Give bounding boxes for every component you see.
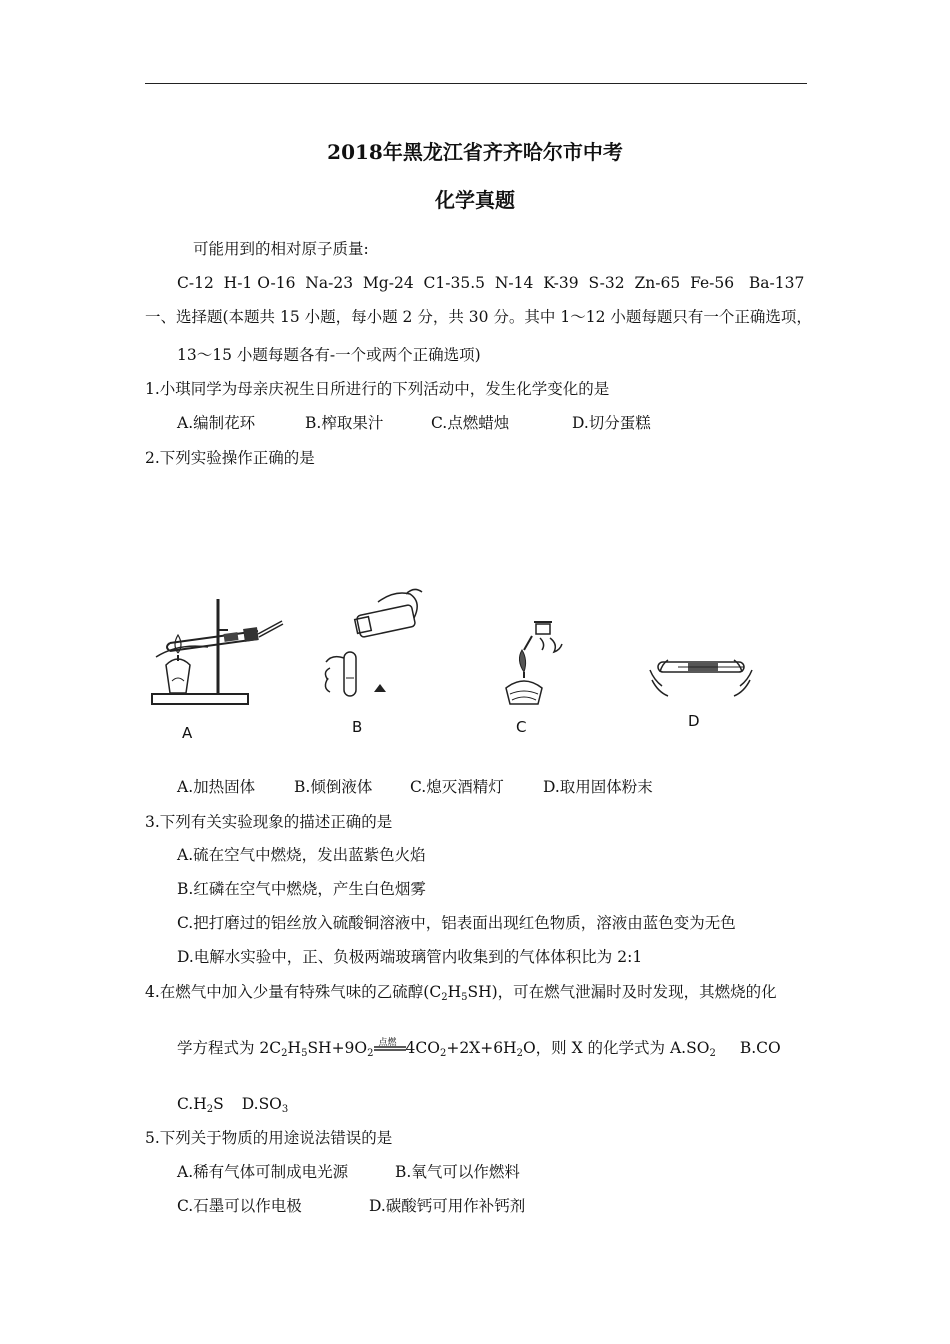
reaction-condition: 点燃 — [378, 1038, 397, 1048]
section-heading: 一、选择题(本题共 15 小题，每小题 2 分，共 30 分。其中 1～12 小题每题只有一个正确选项， — [145, 308, 812, 326]
section-heading-cont: 13～15 小题每题各有-一个或两个正确选项) — [177, 346, 481, 364]
q5-option-d: D.碳酸钙可用作补钙剂 — [369, 1197, 526, 1215]
q2-stem: 2.下列实验操作正确的是 — [145, 449, 315, 467]
q4-option-b: B.CO — [739, 1039, 781, 1057]
q5-option-b: B.氧气可以作燃料 — [395, 1163, 520, 1181]
atomic-mass-values: C-12 H-1 O-16 Na-23 Mg-24 C1-35.5 N-14 K-39 S-32 Zn-65 Fe-56 Ba-137 — [177, 274, 805, 292]
top-rule — [145, 83, 807, 84]
atomic-mass-label: 可能用到的相对原子质量: — [193, 240, 369, 258]
q3-option-a: A.硫在空气中燃烧，发出蓝紫色火焰 — [177, 846, 426, 864]
figure-label-d: D — [688, 712, 700, 730]
q1-option-d: D.切分蛋糕 — [572, 414, 651, 432]
q5-option-c: C.石墨可以作电极 — [177, 1197, 302, 1215]
q1-stem: 1.小琪同学为母亲庆祝生日所进行的下列活动中，发生化学变化的是 — [145, 380, 610, 398]
q4-options-cd — [177, 1094, 288, 1114]
q5-options-ab — [177, 1162, 520, 1182]
q1-option-c: C.点燃蜡烛 — [431, 414, 510, 432]
q3-stem: 3.下列有关实验现象的描述正确的是 — [145, 813, 393, 831]
q2-option-a: A.加热固体 — [177, 778, 256, 796]
figure-label-a: A — [182, 724, 193, 742]
figure-label-b: B — [352, 718, 363, 736]
q1-option-a: A.编制花环 — [177, 414, 256, 432]
figure-pouring-liquid — [318, 588, 428, 703]
q3-option-c: C.把打磨过的铝丝放入硫酸铜溶液中，铝表面出现红色物质，溶液由蓝色变为无色 — [177, 914, 736, 932]
q1-options — [177, 413, 651, 433]
q2-option-c: C.熄灭酒精灯 — [410, 778, 504, 796]
figure-label-c: C — [516, 718, 527, 736]
q4-option-d: $D.SO_3$ — [241, 1095, 289, 1115]
figure-solid-powder — [648, 650, 754, 706]
q5-options-cd — [177, 1196, 525, 1216]
figure-heating-solid — [148, 595, 288, 710]
q1-option-b: B.榨取果汁 — [305, 414, 384, 432]
page-title: 2018年黑龙江省齐齐哈尔市中考 — [327, 140, 623, 164]
figure-extinguish-lamp — [496, 614, 576, 709]
q5-option-a: A.稀有气体可制成电光源 — [177, 1163, 349, 1181]
q2-option-d: D.取用固体粉末 — [543, 778, 653, 796]
q4-option-c: $C.H_2S$ — [177, 1095, 224, 1115]
q2-option-b: B.倾倒液体 — [294, 778, 373, 796]
q2-options — [177, 777, 653, 797]
q3-option-b: B.红磷在空气中燃烧，产生白色烟雾 — [177, 880, 426, 898]
q5-stem: 5.下列关于物质的用途说法错误的是 — [145, 1129, 393, 1147]
q4-equation: 学方程式为 $2C_2H_5SH+9O_2$ 点燃 $4CO_2+2X+6H_2O$，则 X 的化学式为 $A.SO_2$ B.CO — [177, 1038, 781, 1059]
page-subtitle: 化学真题 — [435, 188, 515, 212]
q3-option-d: D.电解水实验中，正、负极两端玻璃管内收集到的气体体积比为 2:1 — [177, 948, 643, 966]
q4-stem: 4.在燃气中加入少量有特殊气味的乙硫醇$(C_2H_5SH)$，可在燃气泄漏时及时发现，其燃烧的化 — [145, 983, 777, 1003]
